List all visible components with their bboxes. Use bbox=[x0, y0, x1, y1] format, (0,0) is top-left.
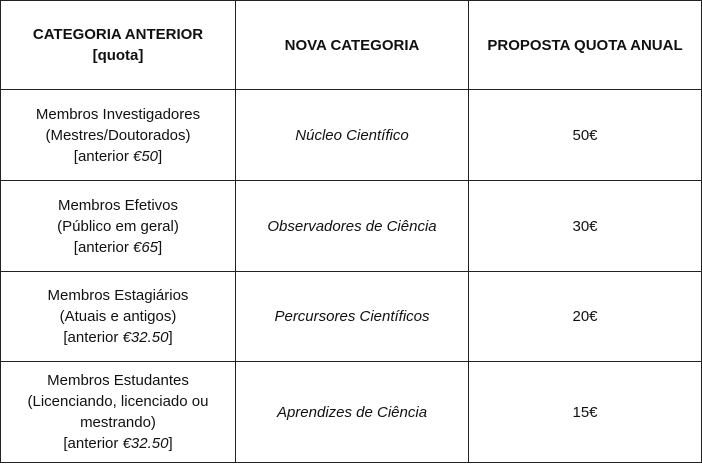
previous-category-name: Membros Estudantes bbox=[47, 372, 189, 389]
table-row bbox=[1, 90, 702, 181]
previous-quota bbox=[7, 327, 229, 348]
previous-quota-prefix: [anterior bbox=[63, 329, 123, 346]
previous-category-description: (Licenciando, licenciado ou bbox=[27, 393, 209, 410]
table-row bbox=[1, 362, 702, 463]
previous-quota bbox=[7, 237, 229, 258]
previous-category-description: (Público em geral) bbox=[57, 217, 179, 235]
proposed-quota-cell: 50€ bbox=[469, 90, 702, 181]
proposed-quota-cell: 30€ bbox=[469, 181, 702, 272]
header-new-category: NOVA CATEGORIA bbox=[236, 1, 469, 90]
header-previous-category-subtitle: [quota] bbox=[92, 47, 144, 64]
new-category-cell: Observadores de Ciência bbox=[236, 181, 469, 272]
header-row bbox=[1, 1, 702, 90]
header-previous-category bbox=[1, 1, 236, 90]
previous-category-cell bbox=[1, 362, 236, 463]
new-category-cell: Núcleo Científico bbox=[236, 90, 469, 181]
previous-quota-value: €32.50 bbox=[122, 329, 169, 346]
previous-quota-suffix: ] bbox=[158, 147, 163, 165]
table-row bbox=[1, 181, 702, 272]
proposed-quota-cell: 15€ bbox=[469, 362, 702, 463]
header-proposed-quota: PROPOSTA QUOTA ANUAL bbox=[469, 1, 702, 90]
previous-category-description: (Atuais e antigos) bbox=[59, 308, 177, 325]
previous-quota bbox=[7, 433, 229, 454]
previous-quota-value: €65 bbox=[133, 238, 159, 256]
previous-category-name: Membros Investigadores bbox=[35, 105, 201, 123]
previous-quota-value: €32.50 bbox=[122, 435, 169, 452]
previous-category-description: (Mestres/Doutorados) bbox=[45, 126, 191, 144]
new-category-cell: Aprendizes de Ciência bbox=[236, 362, 469, 463]
proposed-quota-cell: 20€ bbox=[469, 272, 702, 362]
previous-category-name: Membros Efetivos bbox=[57, 196, 179, 214]
header-previous-category-title: CATEGORIA ANTERIOR bbox=[32, 26, 204, 43]
previous-category-description-cont: mestrando) bbox=[80, 414, 156, 431]
previous-quota-value: €50 bbox=[133, 147, 159, 165]
previous-quota bbox=[7, 146, 229, 167]
previous-quota-suffix: ] bbox=[168, 435, 173, 452]
previous-category-name: Membros Estagiários bbox=[47, 287, 189, 304]
previous-category-cell bbox=[1, 90, 236, 181]
previous-quota-suffix: ] bbox=[168, 329, 173, 346]
previous-category-cell bbox=[1, 181, 236, 272]
previous-quota-prefix: [anterior bbox=[73, 147, 133, 165]
previous-quota-prefix: [anterior bbox=[63, 435, 123, 452]
table-row bbox=[1, 272, 702, 362]
new-category-cell: Percursores Científicos bbox=[236, 272, 469, 362]
previous-quota-suffix: ] bbox=[158, 238, 163, 256]
previous-quota-prefix: [anterior bbox=[73, 238, 133, 256]
previous-category-cell bbox=[1, 272, 236, 362]
